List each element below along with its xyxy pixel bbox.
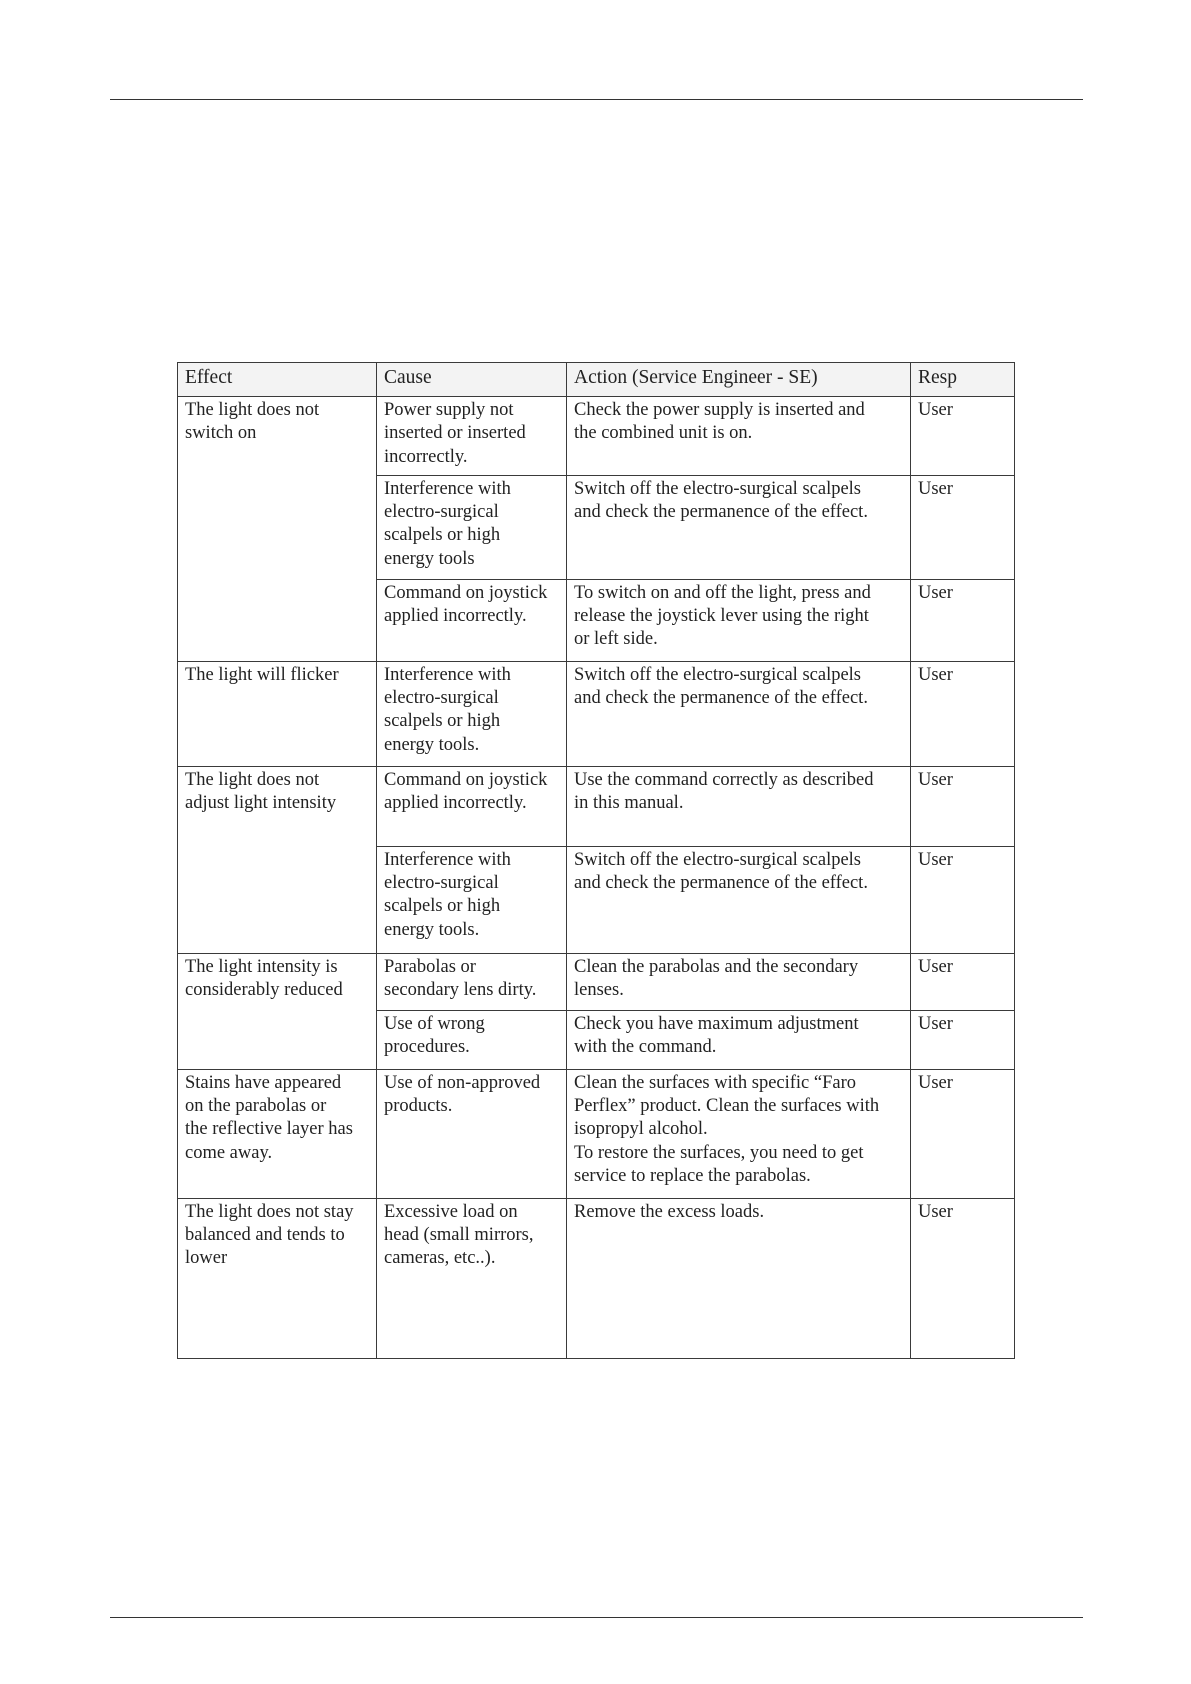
table-row <box>178 397 1015 476</box>
resp-cell: User <box>911 475 1015 579</box>
troubleshooting-table <box>177 362 1015 1359</box>
table-row <box>178 766 1015 846</box>
header-row <box>178 363 1015 397</box>
resp-cell: User <box>911 766 1015 846</box>
cause-cell: Interference with electro-surgical scalpels or high energy tools. <box>377 661 567 766</box>
effect-cell: The light does not stay balanced and tends to lower <box>178 1198 377 1358</box>
cause-cell: Command on joystick applied incorrectly. <box>377 579 567 661</box>
footer-rule <box>110 1617 1083 1618</box>
resp-cell: User <box>911 1198 1015 1358</box>
resp-cell: User <box>911 397 1015 476</box>
resp-cell: User <box>911 846 1015 953</box>
resp-cell: User <box>911 1010 1015 1069</box>
cause-cell: Use of wrong procedures. <box>377 1010 567 1069</box>
effect-cell: The light intensity is considerably reduced <box>178 953 377 1069</box>
action-cell: Clean the parabolas and the secondary lenses. <box>567 953 911 1010</box>
action-cell: Remove the excess loads. <box>567 1198 911 1358</box>
resp-cell: User <box>911 661 1015 766</box>
resp-cell: User <box>911 953 1015 1010</box>
effect-header: Effect <box>178 363 377 397</box>
table-row <box>178 661 1015 766</box>
resp-cell: User <box>911 1069 1015 1198</box>
action-header: Action (Service Engineer - SE) <box>567 363 911 397</box>
cause-cell: Parabolas or secondary lens dirty. <box>377 953 567 1010</box>
table-row <box>178 1069 1015 1198</box>
effect-cell: The light does not switch on <box>178 397 377 662</box>
cause-cell: Interference with electro-surgical scalpels or high energy tools <box>377 475 567 579</box>
effect-cell: The light will flicker <box>178 661 377 766</box>
header-rule <box>110 99 1083 100</box>
cause-cell: Power supply not inserted or inserted incorrectly. <box>377 397 567 476</box>
cause-header: Cause <box>377 363 567 397</box>
effect-cell: The light does not adjust light intensity <box>178 766 377 953</box>
action-cell: Clean the surfaces with specific “Faro Perflex” product. Clean the surfaces with isopropyl alcohol. To restore the surfaces, you need to get service to replace the parabolas. <box>567 1069 911 1198</box>
action-cell: Switch off the electro-surgical scalpels and check the permanence of the effect. <box>567 846 911 953</box>
cause-cell: Excessive load on head (small mirrors, cameras, etc..). <box>377 1198 567 1358</box>
effect-cell: Stains have appeared on the parabolas or the reflective layer has come away. <box>178 1069 377 1198</box>
resp-header: Resp <box>911 363 1015 397</box>
action-cell: Check the power supply is inserted and the combined unit is on. <box>567 397 911 476</box>
action-cell: Switch off the electro-surgical scalpels and check the permanence of the effect. <box>567 661 911 766</box>
action-cell: Switch off the electro-surgical scalpels and check the permanence of the effect. <box>567 475 911 579</box>
cause-cell: Interference with electro-surgical scalpels or high energy tools. <box>377 846 567 953</box>
cause-cell: Use of non-approved products. <box>377 1069 567 1198</box>
cause-cell: Command on joystick applied incorrectly. <box>377 766 567 846</box>
action-cell: Use the command correctly as described in this manual. <box>567 766 911 846</box>
table-row <box>178 1198 1015 1358</box>
action-cell: To switch on and off the light, press and release the joystick lever using the right or left side. <box>567 579 911 661</box>
action-cell: Check you have maximum adjustment with the command. <box>567 1010 911 1069</box>
table-row <box>178 953 1015 1010</box>
resp-cell: User <box>911 579 1015 661</box>
